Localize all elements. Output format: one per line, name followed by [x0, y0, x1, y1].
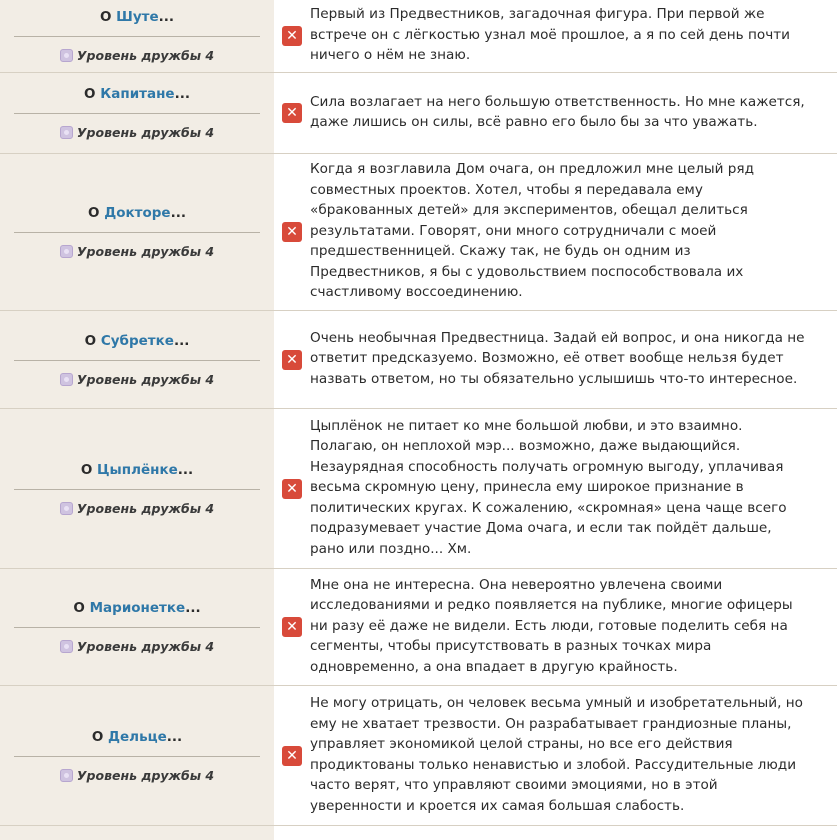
voice-line-text: Цыплёнок не питает ко мне большой любви, и это взаимно. Полагаю, он неплохой мэр... возможно, даже выдающийся. Незаурядная способность получать огромную выгоду, уплачивая весьма скромную цену, принесла ему широкое признание в политических кругах. К сожалению, «скромная» цена чаще всего подразумевает участие Дома очага, и если так пойдёт дальше, рано или поздно... Хм.: [310, 409, 837, 569]
friendship-icon: [60, 769, 73, 782]
voice-line-title: О Дельце...: [14, 729, 260, 757]
voice-line-header: [0, 409, 274, 569]
friendship-icon: [60, 245, 73, 258]
voice-line-row: [0, 409, 837, 569]
voice-line-text: Очень необычная Предвестница. Задай ей вопрос, и она никогда не ответит предсказуемо. Возможно, её ответ вообще нельзя будет назвать ответом, но ты обязательно услышишь что-то интересное.: [310, 311, 837, 409]
character-link[interactable]: Капитане: [100, 86, 174, 102]
friendship-requirement: Уровень дружбы 4: [10, 639, 264, 654]
friendship-requirement: Уровень дружбы 4: [10, 48, 264, 63]
friendship-icon: [60, 126, 73, 139]
friendship-icon: [60, 49, 73, 62]
voice-line-header: [0, 569, 274, 686]
voice-line-row: [0, 569, 837, 686]
friendship-requirement: Уровень дружбы 4: [10, 244, 264, 259]
voice-line-text: Сила возлагает на него большую ответственность. Но мне кажется, даже лишись он силы, всё равно его было бы за что уважать.: [310, 73, 837, 154]
character-link[interactable]: Докторе: [104, 205, 170, 221]
friendship-requirement: Уровень дружбы 4: [10, 372, 264, 387]
voice-line-title: О Марионетке...: [14, 600, 260, 628]
voice-line-title: О Шуте...: [14, 9, 260, 37]
voice-line-header: [0, 686, 274, 826]
character-link[interactable]: Цыплёнке: [97, 462, 178, 478]
friendship-icon: [60, 640, 73, 653]
character-link[interactable]: Шуте: [116, 9, 158, 25]
friendship-icon: [60, 502, 73, 515]
voice-line-header: [0, 311, 274, 409]
audio-cell: [274, 409, 310, 569]
character-link[interactable]: Субретке: [101, 333, 174, 349]
voice-line-text: [310, 826, 837, 840]
audio-cell: [274, 154, 310, 311]
close-icon: ✕: [282, 26, 302, 46]
friendship-icon: [60, 373, 73, 386]
voice-line-text: Когда я возглавила Дом очага, он предложил мне целый ряд совместных проектов. Хотел, чтобы я передавала ему «бракованных детей» для экспериментов, обещал делиться результатами. Говорят, они много сотрудничали с моей предшественницей. Скажу так, не будь он одним из Предвестников, я бы с удовольствием поспособствовала их счастливому воссоединению.: [310, 154, 837, 311]
voice-line-title: О Цыплёнке...: [14, 462, 260, 490]
voice-line-title: О Капитане...: [14, 86, 260, 114]
voice-line-title: О Субретке...: [14, 333, 260, 361]
voice-line-row-partial: [0, 826, 837, 840]
voice-line-text: Первый из Предвестников, загадочная фигура. При первой же встрече он с лёгкостью узнал моё прошлое, а я по сей день почти ничего о нём не знаю.: [310, 0, 837, 73]
friendship-requirement: Уровень дружбы 4: [10, 125, 264, 140]
voice-line-row: [0, 0, 837, 73]
voice-line-row: [0, 686, 837, 826]
character-link[interactable]: Марионетке: [90, 600, 186, 616]
voice-line-title: О Докторе...: [14, 205, 260, 233]
audio-cell: [274, 311, 310, 409]
audio-cell: [274, 569, 310, 686]
friendship-requirement: Уровень дружбы 4: [10, 768, 264, 783]
close-icon: ✕: [282, 103, 302, 123]
voice-line-header: [0, 826, 274, 840]
voice-line-text: Мне она не интересна. Она невероятно увлечена своими исследованиями и редко появляется на публике, многие офицеры ни разу её даже не видели. Есть люди, готовые поделить себя на сегменты, чтобы присутствовать в разных точках мира одновременно, а она впадает в другую крайность.: [310, 569, 837, 686]
close-icon: ✕: [282, 746, 302, 766]
audio-cell: [274, 73, 310, 154]
voice-line-header: [0, 73, 274, 154]
voice-line-row: [0, 311, 837, 409]
audio-cell: [274, 0, 310, 73]
voice-line-text: Не могу отрицать, он человек весьма умный и изобретательный, но ему не хватает трезвости. Он разрабатывает грандиозные планы, управляет экономикой целой страны, но все его действия продиктованы только ненавистью и злобой. Рассудительные люди часто верят, что управляют своими эмоциями, но в этой уверенности и кроется их самая большая слабость.: [310, 686, 837, 826]
voice-line-row: [0, 154, 837, 311]
voice-line-header: [0, 154, 274, 311]
friendship-requirement: Уровень дружбы 4: [10, 501, 264, 516]
character-link[interactable]: Дельце: [108, 729, 167, 745]
voice-line-row: [0, 73, 837, 154]
close-icon: ✕: [282, 350, 302, 370]
close-icon: ✕: [282, 222, 302, 242]
voice-line-header: [0, 0, 274, 73]
audio-cell: [274, 686, 310, 826]
close-icon: ✕: [282, 479, 302, 499]
close-icon: ✕: [282, 617, 302, 637]
audio-cell: [274, 826, 310, 840]
